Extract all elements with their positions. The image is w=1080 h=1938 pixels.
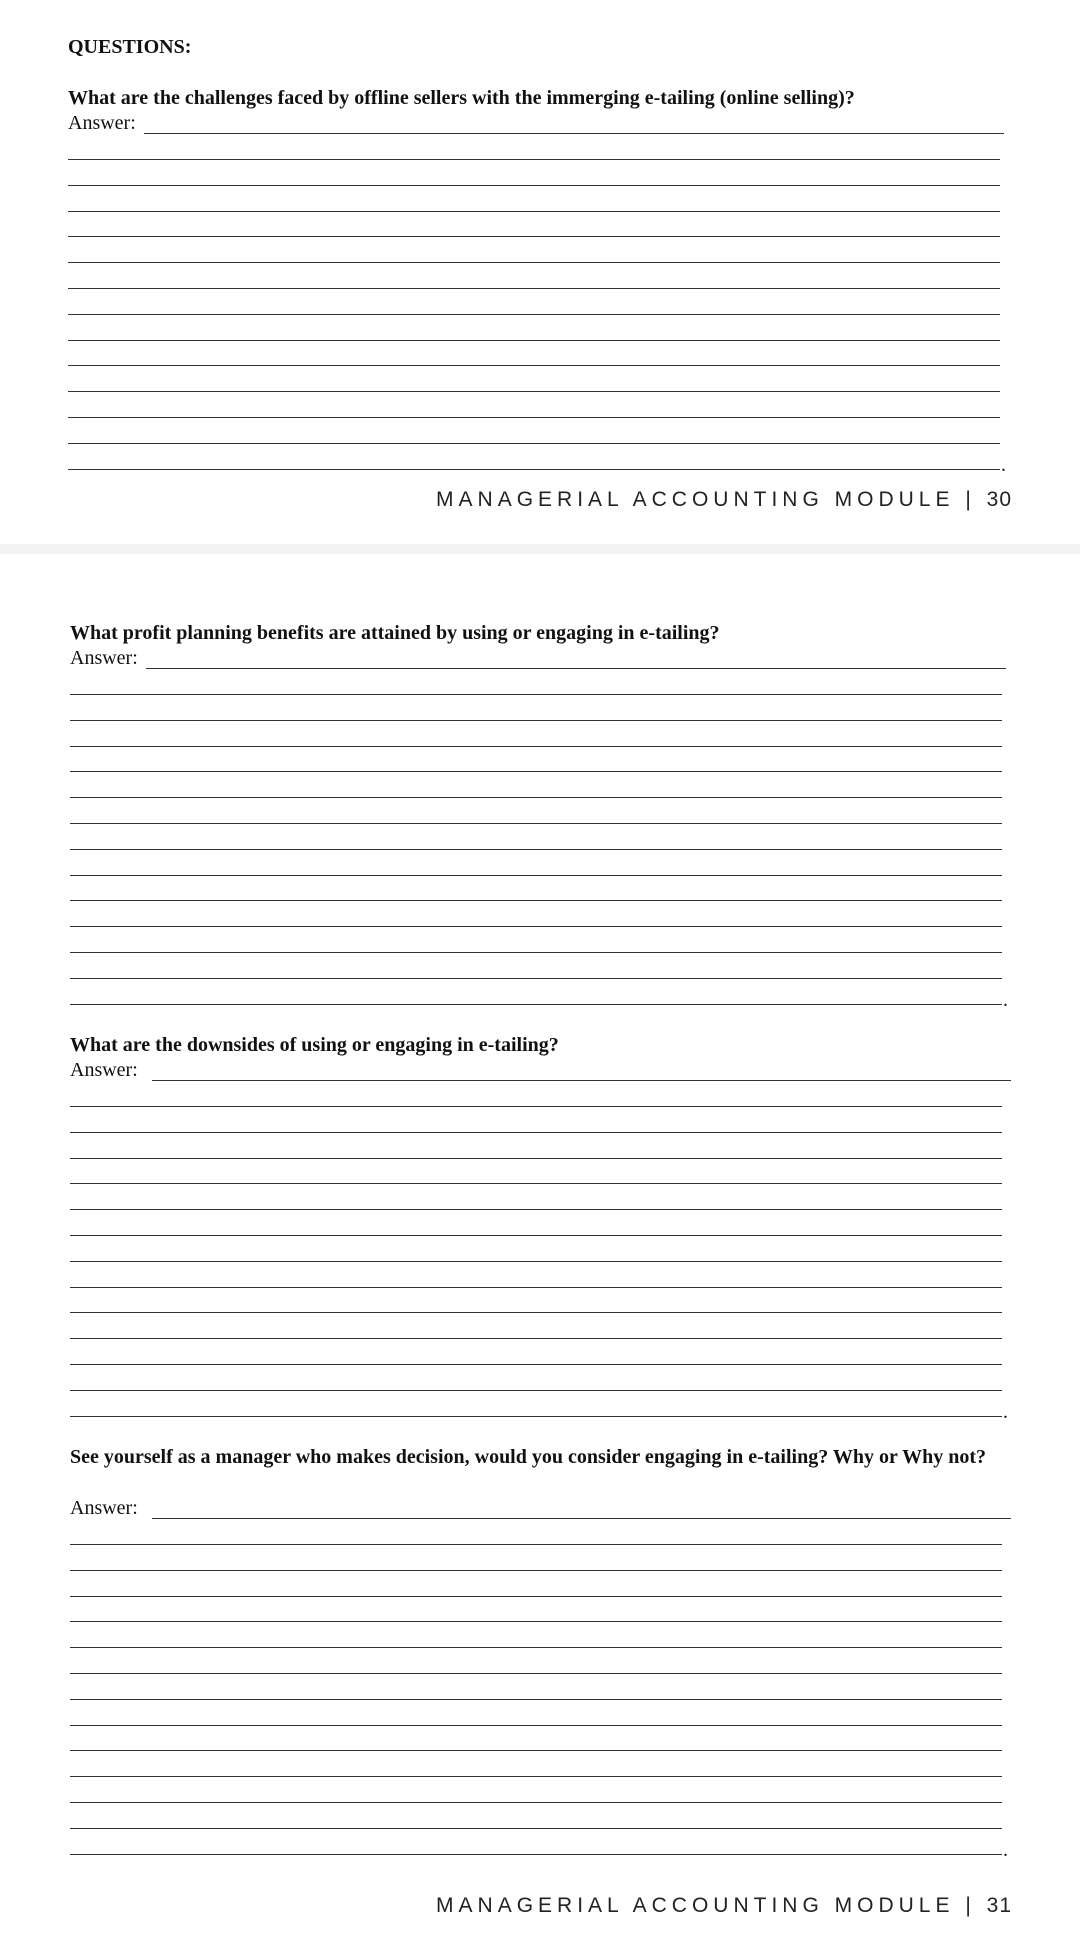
answer-line[interactable]	[70, 1750, 1002, 1751]
footer-page-number: 30	[986, 488, 1012, 511]
answer-line[interactable]	[70, 849, 1002, 850]
answer-line[interactable]	[70, 694, 1002, 695]
answer-line[interactable]	[70, 1596, 1002, 1597]
answer-line[interactable]	[70, 1802, 1002, 1803]
answer-line[interactable]	[152, 1080, 1011, 1081]
answer-end-period: .	[1003, 1401, 1008, 1423]
answer-line[interactable]	[70, 1312, 1002, 1313]
answer-line[interactable]	[68, 417, 1000, 418]
answer-line[interactable]	[68, 314, 1000, 315]
answer-line[interactable]	[68, 211, 1000, 212]
answer-line[interactable]	[70, 1673, 1002, 1674]
answer-line[interactable]	[68, 340, 1000, 341]
footer-title: MANAGERIAL ACCOUNTING MODULE	[436, 488, 955, 511]
answer-line[interactable]	[152, 1518, 1011, 1519]
question-1-text: What are the challenges faced by offline sellers with the immerging e-tailing (online selling)?	[68, 87, 855, 109]
footer-separator: |	[965, 488, 976, 511]
footer-page-number: 31	[986, 1894, 1012, 1917]
answer-line[interactable]	[70, 1209, 1002, 1210]
answer-line[interactable]	[70, 926, 1002, 927]
answer-line[interactable]	[70, 978, 1002, 979]
answer-line[interactable]	[70, 1647, 1002, 1648]
answer-line[interactable]	[68, 443, 1000, 444]
answer-label-2: Answer:	[70, 647, 138, 669]
answer-line[interactable]	[70, 1544, 1002, 1545]
page-footer-31	[436, 1894, 1012, 1918]
answer-line[interactable]	[68, 159, 1000, 160]
answer-line[interactable]	[70, 952, 1002, 953]
answer-line[interactable]	[70, 1416, 1002, 1417]
answer-line[interactable]	[70, 1699, 1002, 1700]
answer-line[interactable]	[70, 797, 1002, 798]
answer-line[interactable]	[70, 875, 1002, 876]
page-31	[0, 554, 1080, 1938]
answer-line[interactable]	[70, 900, 1002, 901]
answer-line[interactable]	[68, 469, 1000, 470]
answer-line[interactable]	[70, 771, 1002, 772]
answer-line[interactable]	[70, 1364, 1002, 1365]
answer-label-3: Answer:	[70, 1059, 138, 1081]
answer-line[interactable]	[70, 1132, 1002, 1133]
answer-line[interactable]	[70, 1621, 1002, 1622]
questions-heading: QUESTIONS:	[68, 36, 192, 58]
question-4-text: See yourself as a manager who makes decision, would you consider engaging in e-tailing? Why or Why not?	[70, 1446, 987, 1468]
answer-line[interactable]	[68, 391, 1000, 392]
answer-line[interactable]	[144, 133, 1004, 134]
answer-end-period: .	[1003, 1839, 1008, 1861]
answer-line[interactable]	[70, 823, 1002, 824]
answer-line[interactable]	[68, 185, 1000, 186]
answer-line[interactable]	[70, 1390, 1002, 1391]
answer-line[interactable]	[70, 1828, 1002, 1829]
answer-line[interactable]	[70, 1183, 1002, 1184]
answer-end-period: .	[1003, 989, 1008, 1011]
footer-title: MANAGERIAL ACCOUNTING MODULE	[436, 1894, 955, 1917]
answer-line[interactable]	[68, 262, 1000, 263]
answer-line[interactable]	[70, 1261, 1002, 1262]
answer-line[interactable]	[68, 288, 1000, 289]
answer-label-4: Answer:	[70, 1497, 138, 1519]
answer-line[interactable]	[70, 1854, 1002, 1855]
answer-line[interactable]	[68, 365, 1000, 366]
answer-line[interactable]	[70, 1338, 1002, 1339]
answer-line[interactable]	[70, 1158, 1002, 1159]
page-30	[0, 0, 1080, 544]
answer-line[interactable]	[70, 1287, 1002, 1288]
answer-line[interactable]	[70, 1004, 1002, 1005]
answer-line[interactable]	[70, 1776, 1002, 1777]
answer-line[interactable]	[70, 720, 1002, 721]
answer-end-period: .	[1001, 454, 1006, 476]
answer-line[interactable]	[70, 1725, 1002, 1726]
answer-line[interactable]	[70, 1106, 1002, 1107]
footer-separator: |	[965, 1894, 976, 1917]
answer-label-1: Answer:	[68, 112, 136, 134]
answer-line[interactable]	[70, 1570, 1002, 1571]
answer-line[interactable]	[70, 1235, 1002, 1236]
answer-line[interactable]	[68, 236, 1000, 237]
answer-line[interactable]	[70, 746, 1002, 747]
answer-line[interactable]	[146, 668, 1006, 669]
page-footer-30	[436, 488, 1012, 512]
question-3-text: What are the downsides of using or engaging in e-tailing?	[70, 1034, 559, 1056]
question-2-text: What profit planning benefits are attained by using or engaging in e-tailing?	[70, 622, 720, 644]
